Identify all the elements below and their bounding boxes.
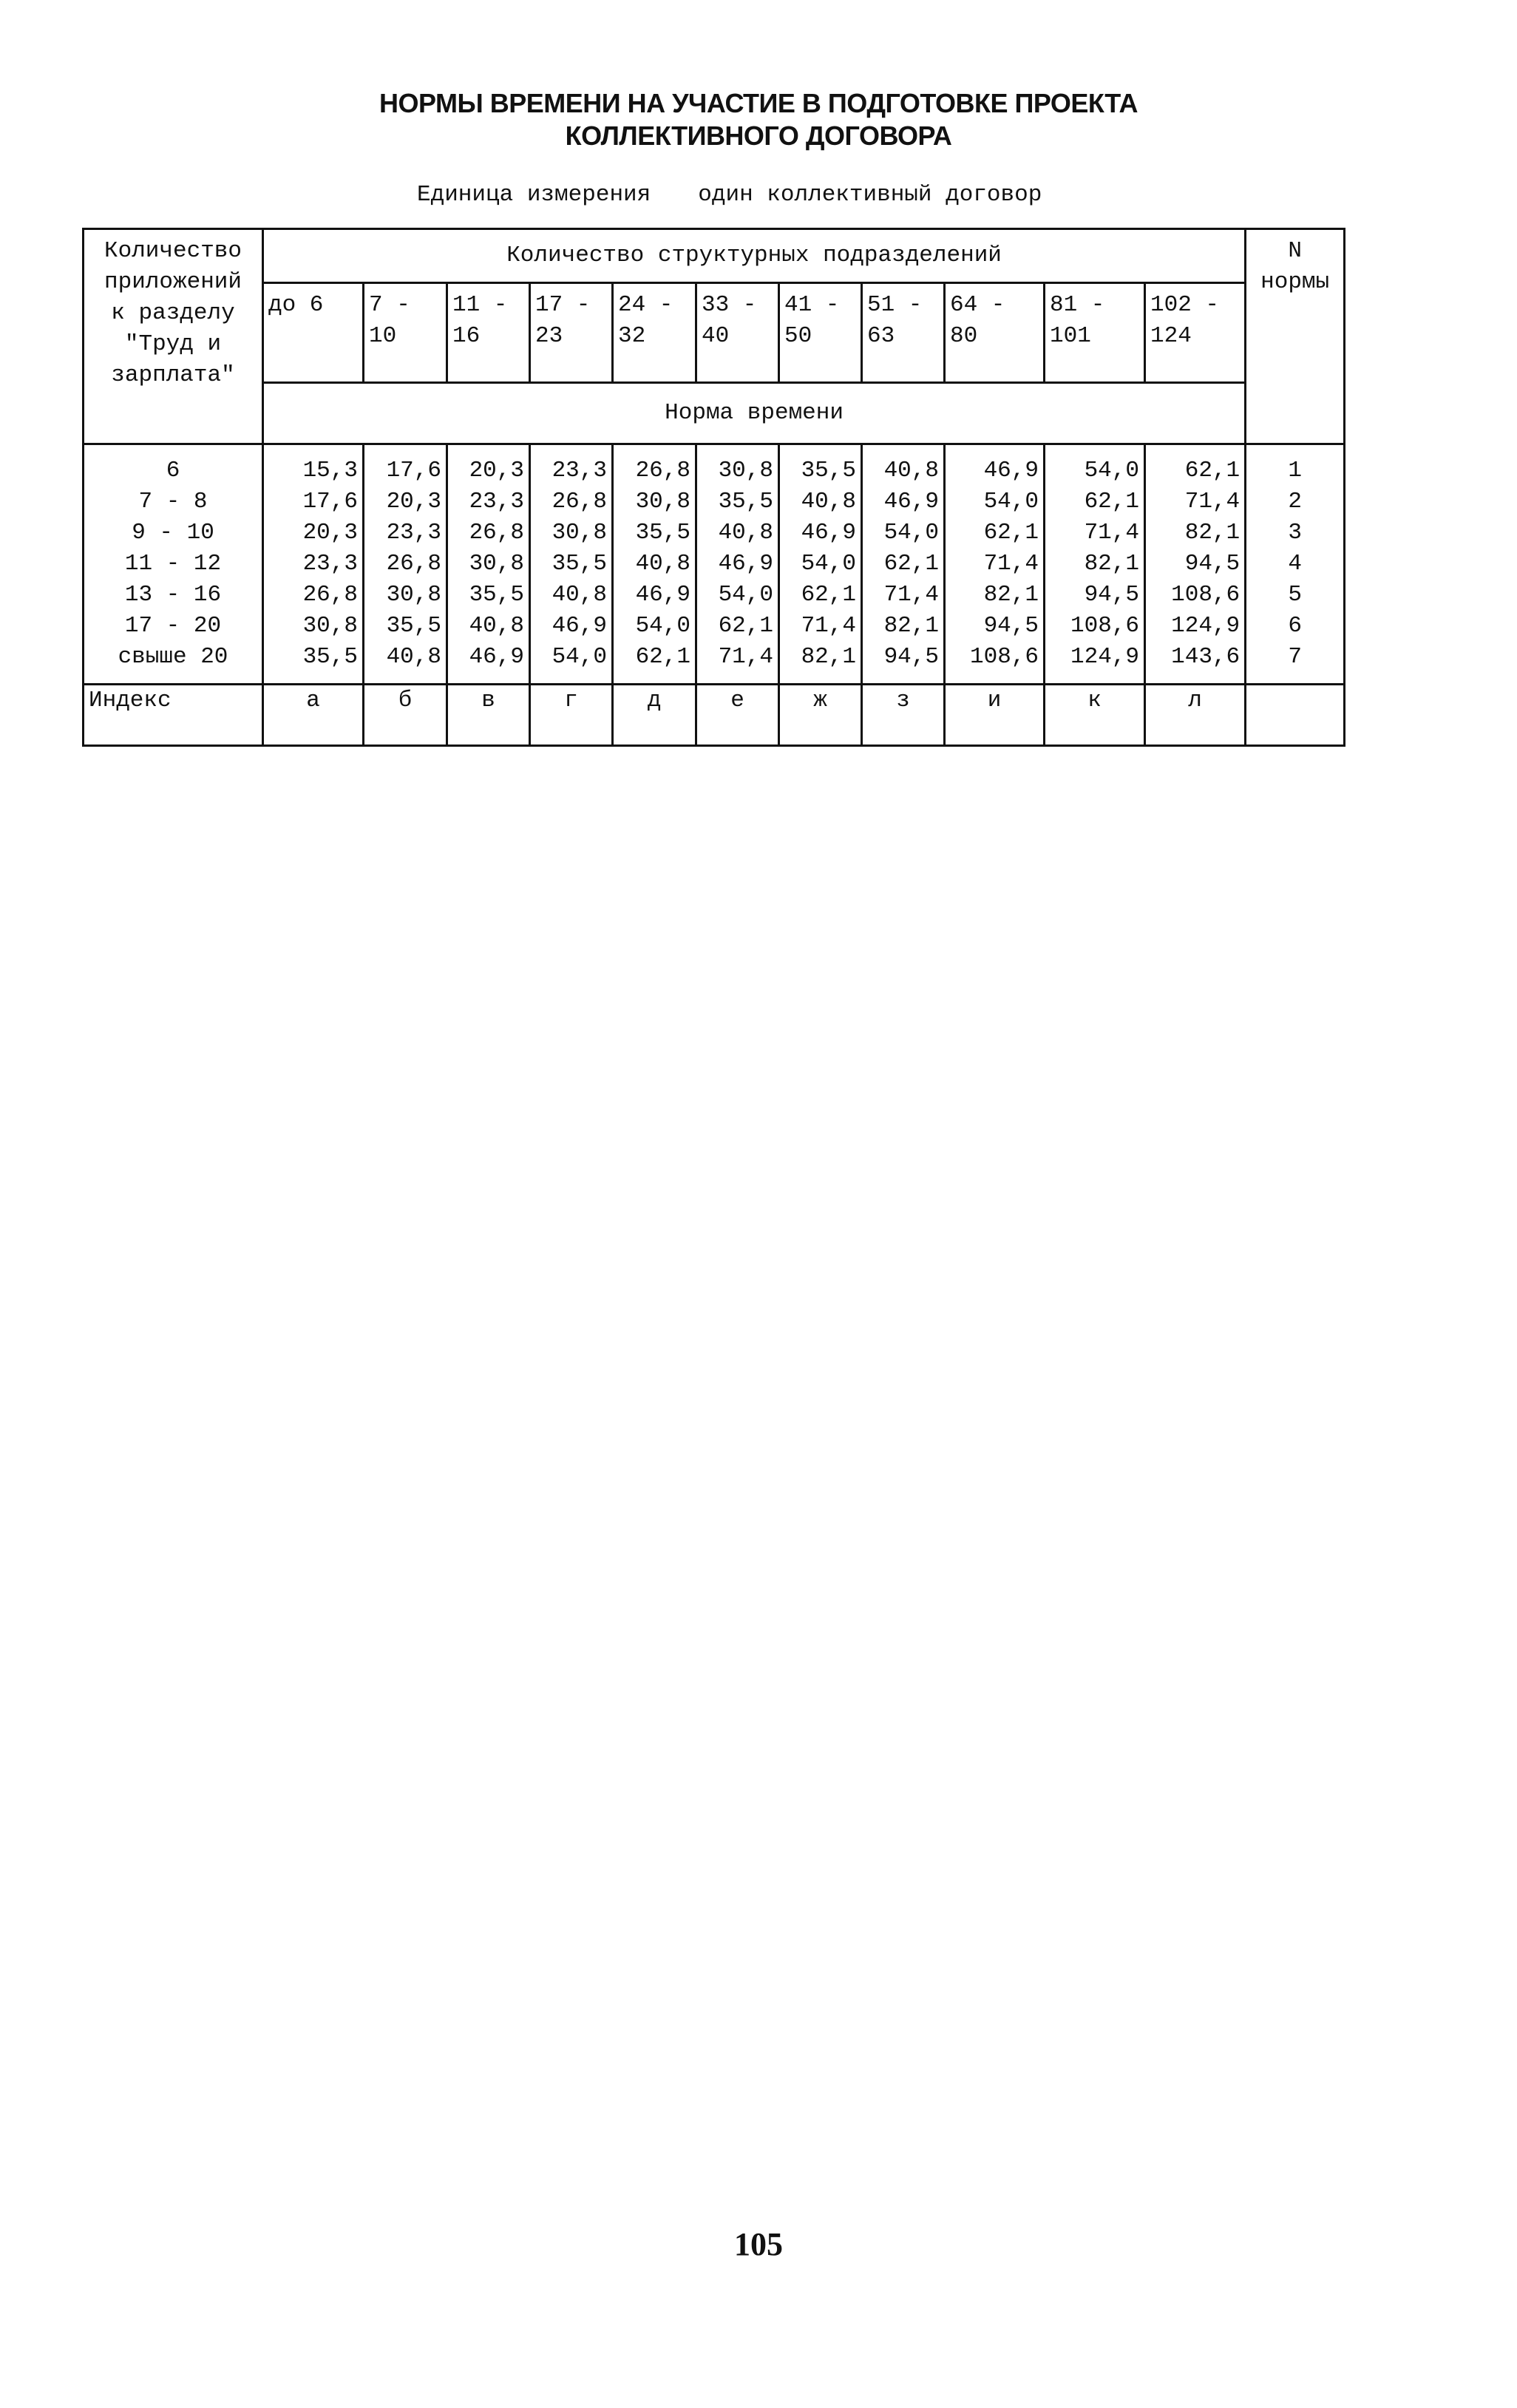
table-cell-value: 40,8 [469,613,524,639]
table-cell-value: 108,6 [1171,582,1241,608]
table-cell-value: 54,0 [1084,458,1139,484]
table-cell-value: 40,8 [883,458,939,484]
table-cell-value: 6 [166,458,180,484]
table-cell-value: 30,8 [302,613,358,639]
table-cell-value: 13 - 16 [124,582,222,608]
values-column [696,444,779,685]
table-cell-value: 23,3 [302,551,358,577]
table-cell-value: 71,4 [801,613,856,639]
header-line: Количество [103,238,242,264]
values-column [945,444,1045,685]
range-header-line: 11 - [452,292,508,318]
header-line: "Труд и [124,331,222,357]
range-header-line: 50 [784,323,812,349]
table-cell-value: 35,5 [635,520,690,546]
range-header-line: 17 - [535,292,591,318]
range-header-line: 16 [452,323,481,349]
range-header-line: 23 [535,323,563,349]
range-header-row [84,283,1345,383]
header-line: приложений [103,269,242,295]
header-line: к разделу [111,300,235,326]
table-cell-value: 54,0 [801,551,856,577]
index-row [84,685,1345,746]
values-column [779,444,862,685]
table-cell-value: 143,6 [1171,644,1241,670]
index-label: Индекс [84,685,263,746]
range-header-cell [1145,283,1246,383]
index-cell: б [364,685,447,746]
table-cell-value: 46,9 [635,582,690,608]
table-cell-value: 20,3 [386,489,441,515]
table-cell-value: 94,5 [1184,551,1241,577]
table-cell-value: 5 [1288,582,1302,608]
table-cell-value: 62,1 [1084,489,1139,515]
index-cell: л [1145,685,1246,746]
table-cell-value: 71,4 [983,551,1039,577]
header-norm-time: Норма времени [263,383,1246,444]
range-header-line: 101 [1050,323,1091,349]
table-cell-value: 46,9 [801,520,856,546]
page-number: 105 [734,2226,783,2262]
table-cell-value: 94,5 [1084,582,1139,608]
header-line: нормы [1260,269,1330,295]
index-cell: а [263,685,364,746]
range-header-line: до 6 [268,292,324,318]
range-header-cell [862,283,945,383]
index-cell: к [1045,685,1145,746]
index-cell: д [613,685,696,746]
table-cell-value: 35,5 [386,613,441,639]
range-header-cell [364,283,447,383]
index-cell: ж [779,685,862,746]
range-header-line: 32 [618,323,646,349]
index-cell: и [945,685,1045,746]
values-column [364,444,447,685]
table-cell-value: 82,1 [1084,551,1139,577]
values-column [862,444,945,685]
table-cell-value: 94,5 [883,644,939,670]
unit-value: один коллективный договор [698,182,1042,208]
index-cell: г [530,685,613,746]
table-cell-value: 40,8 [386,644,441,670]
table-cell-value: 62,1 [801,582,856,608]
table-cell-value: 30,8 [386,582,441,608]
table-cell-value: 62,1 [883,551,939,577]
table-cell-value: 124,9 [1070,644,1139,670]
table-cell-value: 17 - 20 [124,613,222,639]
range-header-line: 24 - [618,292,673,318]
header-line: зарплата" [111,362,235,388]
table-cell-value: 40,8 [552,582,607,608]
unit-label: Единица измерения [417,182,651,208]
table-cell-value: 30,8 [552,520,607,546]
range-header-line: 80 [950,323,978,349]
table-cell-value: 30,8 [635,489,690,515]
table-cell-value: 26,8 [635,458,690,484]
range-header-cell [263,283,364,383]
range-header-line: 102 - [1150,292,1220,318]
table-cell-value: 46,9 [718,551,773,577]
table-cell-value: 82,1 [801,644,856,670]
header-line: N [1288,238,1302,264]
range-header-line: 41 - [784,292,840,318]
table-cell-value: 82,1 [1184,520,1241,546]
range-header-line: 81 - [1050,292,1105,318]
table-cell-value: 71,4 [1184,489,1241,515]
table-cell-value: 26,8 [469,520,524,546]
values-column [447,444,530,685]
range-header-cell [613,283,696,383]
table-cell-value: 54,0 [883,520,939,546]
table-cell-value: 94,5 [983,613,1039,639]
table-cell-value: 20,3 [302,520,358,546]
range-header-line: 64 - [950,292,1005,318]
table-cell-value: 54,0 [552,644,607,670]
range-header-cell [696,283,779,383]
table-cell-value: 46,9 [552,613,607,639]
index-cell: е [696,685,779,746]
table-cell-value: 30,8 [469,551,524,577]
title-line-1: НОРМЫ ВРЕМЕНИ НА УЧАСТИЕ В ПОДГОТОВКЕ ПРОЕКТА [379,88,1138,118]
values-column [613,444,696,685]
table-cell-value: 54,0 [983,489,1039,515]
data-row [84,444,1345,685]
header-structural-units: Количество структурных подразделений [263,229,1246,283]
range-header-line: 10 [369,323,397,349]
range-header-cell [1045,283,1145,383]
range-header-line: 33 - [702,292,757,318]
range-header-line: 51 - [867,292,923,318]
table-cell-value: 46,9 [883,489,939,515]
table-cell-value: 11 - 12 [124,551,222,577]
table-cell-value: 62,1 [635,644,690,670]
table-cell-value: 40,8 [718,520,773,546]
unit-of-measure [417,182,1042,208]
table-cell-value: 82,1 [883,613,939,639]
index-cell: в [447,685,530,746]
table-cell-value: 108,6 [969,644,1039,670]
table-cell-value: 6 [1288,613,1302,639]
table-cell-value: 35,5 [718,489,773,515]
range-header-line: 124 [1150,323,1192,349]
table-cell-value: 23,3 [469,489,524,515]
table-cell-value: 71,4 [718,644,773,670]
table-cell-value: 2 [1288,489,1302,515]
values-column [530,444,613,685]
table-cell-value: 82,1 [983,582,1039,608]
norm-numbers-column [1246,444,1345,685]
table-cell-value: 35,5 [302,644,358,670]
title-line-2: КОЛЛЕКТИВНОГО ДОГОВОРА [565,121,952,151]
table-cell-value: 108,6 [1070,613,1139,639]
table-cell-value: 54,0 [635,613,690,639]
table-cell-value: 71,4 [883,582,939,608]
range-header-cell [945,283,1045,383]
table-cell-value: 62,1 [718,613,773,639]
table-cell-value: 35,5 [552,551,607,577]
row-labels-column [84,444,263,685]
table-cell-value: 26,8 [386,551,441,577]
values-column [1145,444,1246,685]
table-cell-value: 35,5 [801,458,856,484]
table-cell-value: 4 [1288,551,1302,577]
range-header-cell [779,283,862,383]
range-header-line: 40 [702,323,730,349]
table-cell-value: 35,5 [469,582,524,608]
table-cell-value: 46,9 [469,644,524,670]
table-cell-value: 17,6 [386,458,441,484]
table-cell-value: 40,8 [801,489,856,515]
document-title [0,87,1517,152]
table-cell-value: 62,1 [1184,458,1241,484]
table-cell-value: 30,8 [718,458,773,484]
range-header-line: 63 [867,323,895,349]
table-cell-value: свыше 20 [118,644,228,670]
table-cell-value: 26,8 [302,582,358,608]
table-cell-value: 7 [1288,644,1302,670]
table-cell-value: 9 - 10 [132,520,214,546]
index-empty-cell [1246,685,1345,746]
table-cell-value: 17,6 [302,489,358,515]
table-cell-value: 62,1 [983,520,1039,546]
table-cell-value: 40,8 [635,551,690,577]
table-cell-value: 20,3 [469,458,524,484]
table-cell-value: 15,3 [302,458,358,484]
header-appendix-count [84,229,263,444]
table-cell-value: 71,4 [1084,520,1139,546]
table-cell-value: 46,9 [983,458,1039,484]
values-column [1045,444,1145,685]
range-header-cell [530,283,613,383]
norms-table [82,228,1345,747]
table-cell-value: 23,3 [552,458,607,484]
table-cell-value: 54,0 [718,582,773,608]
table-cell-value: 23,3 [386,520,441,546]
table-cell-value: 26,8 [552,489,607,515]
index-cell: з [862,685,945,746]
range-header-line: 7 - [369,292,410,318]
range-header-cell [447,283,530,383]
table-cell-value: 7 - 8 [138,489,208,515]
table-cell-value: 124,9 [1171,613,1241,639]
values-column [263,444,364,685]
header-norm-number [1246,229,1345,444]
table-cell-value: 3 [1288,520,1302,546]
table-cell-value: 1 [1288,458,1302,484]
